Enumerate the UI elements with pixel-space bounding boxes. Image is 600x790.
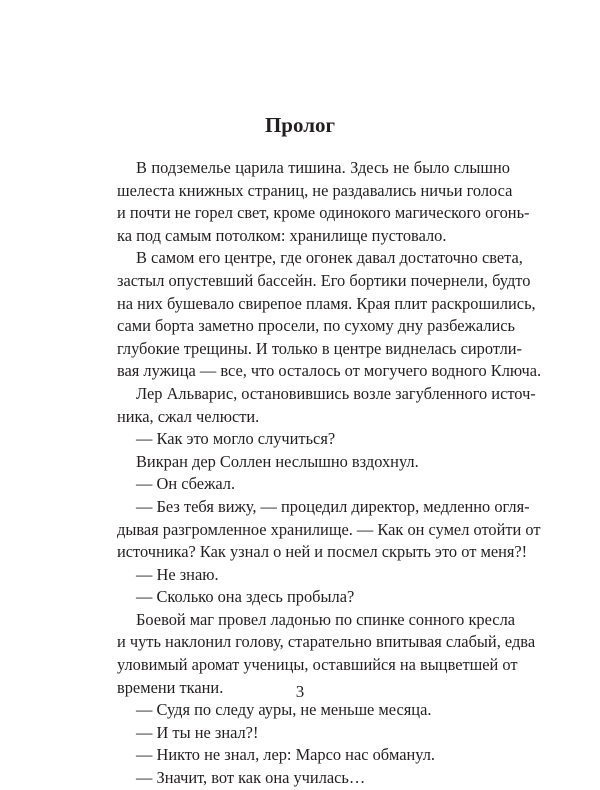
text-line: Лер Альварис, остановившись возле загубленного источ- (136, 383, 536, 403)
text-line: — Сколько она здесь пробыла? (136, 587, 355, 607)
text-line: В самом его центре, где огонек давал достаточно света, (136, 248, 523, 268)
paragraph (117, 744, 510, 767)
text-line: застыл опустевший бассейн. Его бортики почернели, будто (117, 270, 531, 290)
text-line: шелеста книжных страниц, не раздавались ничьи голоса (117, 180, 513, 200)
text-line: уловимый аромат ученицы, оставшийся на выцветшей от (117, 655, 518, 675)
text-line: — Не знаю. (136, 564, 219, 584)
text-line: ника, сжал челюсти. (117, 406, 260, 426)
text-line: — Он сбежал. (136, 474, 236, 494)
paragraph (117, 383, 536, 428)
text-line: и почти не горел свет, кроме одинокого магического огонь- (117, 203, 530, 223)
text-line: и чуть наклонил голову, старательно впитывая слабый, едва (117, 632, 536, 652)
text-line: на них бушевало свирепое пламя. Края плит раскрошились, (117, 293, 536, 313)
paragraph (117, 451, 510, 474)
text-line: — Как это могло случиться? (136, 429, 336, 449)
paragraph (117, 473, 510, 496)
paragraph (117, 564, 510, 587)
text-line: — Без тебя вижу, — процедил директор, медленно огля- (136, 496, 530, 516)
text-line: глубокие трещины. И только в центре виднелась сиротли- (117, 338, 523, 358)
paragraph (117, 247, 542, 383)
text-line: времени ткани. (117, 677, 224, 697)
paragraph (117, 767, 510, 790)
text-line: Боевой маг провел ладонью по спинке сонного кресла (136, 609, 516, 629)
text-line: сами борта заметно просели, по сухому дну разбежались (117, 316, 515, 336)
text-line: вая лужица — все, что осталось от могучего водного Ключа. (117, 361, 542, 381)
paragraph (117, 722, 510, 745)
paragraph (117, 428, 510, 451)
text-line: Викран дер Соллен неслышно вздохнул. (136, 451, 419, 471)
text-line: — Судя по следу ауры, не меньше месяца. (136, 700, 432, 720)
text-line: — И ты не знал?! (136, 722, 259, 742)
text-line: ка под самым потолком: хранилище пустовало. (117, 225, 447, 245)
text-line: В подземелье царила тишина. Здесь не было слышно (136, 158, 510, 177)
paragraph (117, 496, 541, 564)
text-line: — Значит, вот как она училась… (136, 768, 366, 788)
paragraph (117, 586, 510, 609)
text-line: дывая разгромленное хранилище. — Как он сумел отойти от (117, 519, 541, 539)
paragraph (117, 699, 510, 722)
page-number: 3 (295, 682, 305, 701)
text-line: источника? Как узнал о ней и посмел скрыть это от меня?! (117, 542, 528, 562)
text-line: — Никто не знал, лер: Марсо нас обманул. (136, 745, 436, 765)
paragraph (117, 157, 530, 247)
chapter-title: Пролог (264, 113, 336, 137)
